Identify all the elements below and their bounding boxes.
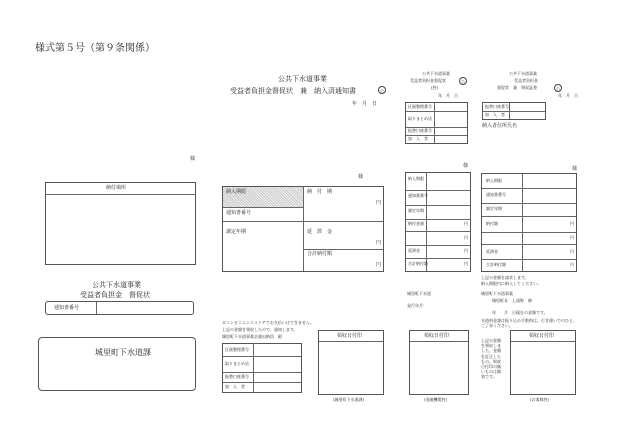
- left-sama: 様: [190, 156, 196, 162]
- third-row-6: 合計納付額: [408, 261, 428, 266]
- third-date: 年 月 日: [438, 93, 458, 98]
- center-received-by: (城里町下水道課): [333, 397, 365, 402]
- third-receipt-box: [409, 330, 469, 395]
- center-total-amount: 合計納付額: [307, 251, 333, 257]
- right-row-1: 納入期限: [486, 178, 502, 183]
- right-payer-row-1: 振替口座番号: [485, 104, 509, 109]
- third-yen-3: 円: [464, 248, 468, 253]
- third-title-line2: 受益者負担金督促状: [410, 78, 446, 83]
- right-yen-3: 円: [570, 249, 574, 254]
- third-main-table: [405, 172, 471, 272]
- right-row-4: 納付額: [486, 221, 498, 226]
- third-bank: (金融機関控): [424, 397, 448, 402]
- right-date: 年 月 日: [558, 93, 578, 98]
- right-seal: 公: [556, 86, 560, 91]
- third-yen-1: 円: [464, 221, 468, 226]
- right-row-6: 合計納付額: [486, 262, 506, 267]
- third-row-5: 延滞金: [408, 248, 420, 253]
- center-small-row-3: 振替口座番号: [225, 374, 249, 379]
- third-yen-2: 円: [464, 235, 468, 240]
- notice-number-label: 通知書番号: [54, 305, 80, 311]
- right-main-table: [481, 173, 577, 272]
- third-sama: 様: [463, 163, 469, 169]
- right-row-3: 調定年期: [486, 206, 502, 211]
- right-receipt-box: [510, 330, 576, 395]
- third-row-2: 通知書番号: [408, 193, 428, 198]
- third-small-table: [405, 102, 468, 144]
- third-small-row-1: 区画整理番号: [408, 104, 432, 109]
- left-title-line2: 受益者負担金 督促状: [80, 291, 150, 299]
- center-small-row-4: 加 入 者: [225, 384, 245, 389]
- right-title-line1: 公共下水道事業: [509, 71, 537, 76]
- right-yen-4: 円: [570, 262, 574, 267]
- center-payment-period: 納 付 期: [307, 189, 333, 195]
- right-payer-table: [482, 102, 546, 120]
- town-division: 城里町下水道課: [95, 348, 151, 357]
- center-note-3: 城里町下水道事業企業出納員 殿: [222, 334, 282, 339]
- third-row-1: 納入期限: [408, 176, 424, 181]
- center-seal: 公: [380, 88, 384, 93]
- notice-number-box: [45, 301, 194, 315]
- right-town-1: 城里町下水道事業: [481, 291, 513, 296]
- third-row-3: 調定年期: [408, 208, 424, 213]
- center-assessment-year: 調定年期: [226, 229, 247, 235]
- right-yen-2: 円: [570, 235, 574, 240]
- center-small-row-2: 取りまとめ店: [225, 361, 249, 366]
- payment-place-label: 納付場所: [106, 185, 127, 191]
- third-title-line1: 公共下水道事業: [422, 71, 450, 76]
- center-note-1: ※コンビニエンスストアでお支払いはできません。: [222, 320, 315, 325]
- center-yen-2: 円: [376, 240, 382, 246]
- right-note-2: 納入期限内に納入してください。: [481, 281, 541, 286]
- third-seal: 公: [461, 79, 465, 84]
- third-issue-date: 発行年月：: [407, 303, 427, 308]
- right-row-2: 通知書番号: [486, 192, 506, 197]
- center-small-table: [222, 343, 302, 393]
- form-number: 様式第５号（第９条関係）: [35, 43, 155, 54]
- third-row-4: 納付金額: [408, 221, 424, 226]
- third-small-row-2: 取りまとめ店: [408, 116, 432, 121]
- left-title-line1: 公共下水道事業: [92, 281, 141, 289]
- center-overdue-fee: 延 滞 金: [307, 229, 333, 235]
- center-notice-number: 通知書番号: [226, 210, 252, 216]
- center-main-table: [222, 186, 384, 272]
- center-yen-3: 円: [376, 262, 382, 268]
- right-payer-row-2: 加 入 者: [485, 112, 505, 117]
- right-received-text: 上記の金額を領収しました。金額を訂正したもの、領収日付印の無いものは無効です。: [481, 338, 501, 380]
- center-date: 年 月 日: [352, 101, 378, 107]
- town-division-box: [38, 337, 196, 391]
- third-receipt-stamp: 領収日付印: [424, 333, 450, 339]
- right-title-line2: 受益者負担金: [514, 78, 538, 83]
- right-row-5: 延滞金: [486, 249, 498, 254]
- right-receipt-stamp: 領収日付印: [529, 333, 555, 339]
- right-sama: 様: [572, 166, 578, 172]
- right-note-3: 年 月 日現在の金額です。: [492, 310, 548, 315]
- right-note-1: 上記の金額を請求します。: [481, 275, 529, 280]
- third-small-row-3: 振替口座番号: [408, 128, 432, 133]
- center-receipt-box: [318, 330, 384, 395]
- center-sama: 様: [358, 174, 364, 180]
- right-payer-name: 納入者住所氏名: [482, 123, 518, 129]
- third-yen-4: 円: [464, 261, 468, 266]
- center-note-2: 上記の金額を領収したので、通知します。: [222, 327, 298, 332]
- center-small-row-1: 区画整理番号: [225, 347, 249, 352]
- third-town: 城里町下水道: [407, 291, 431, 296]
- center-payment-deadline: 納入期限: [226, 189, 247, 195]
- center-yen-1: 円: [376, 200, 382, 206]
- right-yen-1: 円: [570, 221, 574, 226]
- right-note-4: 水道料金課は振り込み手数料は、行き違いでのひと、ご了承ください。: [481, 318, 577, 328]
- center-title-line2: 受益者負担金督促状 兼 納入済通知書: [230, 87, 356, 95]
- third-small-row-4: 加 入 者: [408, 136, 428, 141]
- center-title-line1: 公共下水道事業: [278, 75, 327, 83]
- center-receipt-stamp: 領収日付印: [337, 333, 363, 339]
- right-title-line3: 督促状 兼 領収証書: [497, 85, 537, 90]
- right-customer: (お客様控): [530, 397, 550, 402]
- third-title-line3: (控): [431, 85, 439, 90]
- right-town-2: 城里町長 上遠野 修: [492, 298, 532, 303]
- payment-place-box: [45, 182, 196, 265]
